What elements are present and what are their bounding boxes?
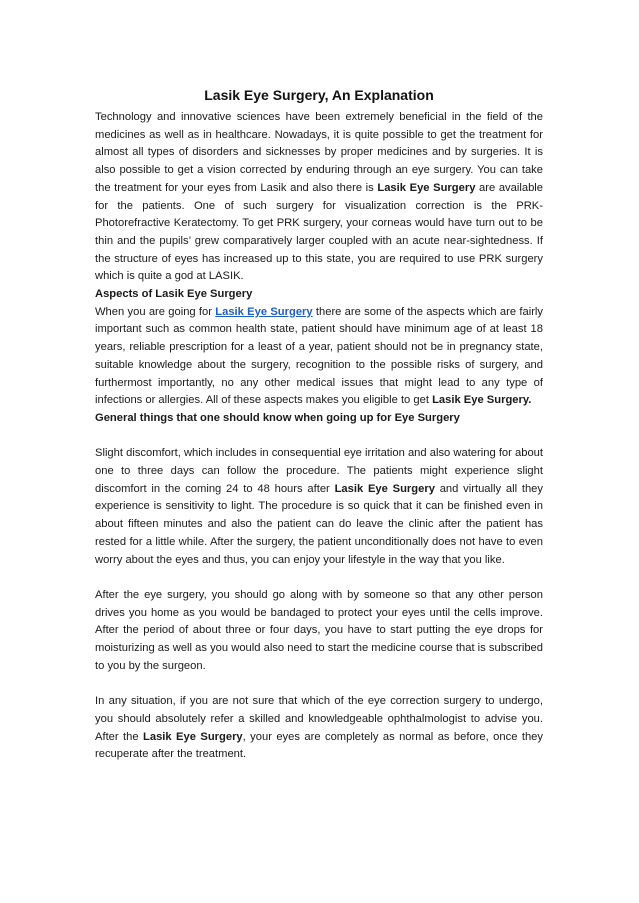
aspects-text-post: there are some of the aspects which are fairly important such as common health state, patient should have minimum age of at least 18 years, reliable prescription for a least of a year, patient should not be in pregnancy state, suitable knowledge about the surgery, recognition to the possible risks of surgery, and furthermost importantly, no any other medical issues that might lead to any type of infections or allergies. All of these aspects makes you eligible to get xyxy=(95,305,543,407)
general-p1-text-a: Slight discomfort, which includes in consequential eye irritation and also watering for about one to three days can follow the procedure. The patients might experience slight discomfort in the coming 24 to 48 hours after xyxy=(95,447,543,495)
general-heading: General things that one should know when going up for Eye Surgery xyxy=(95,411,460,424)
general-p3-bold: Lasik Eye Surgery xyxy=(143,730,243,743)
general-p1-text-b: and virtually all they experience is sensitivity to light. The procedure is so quick that it can be finished even in about fifteen minutes and also the patient can do leave the clinic after the patient has rested for a little while. After the surgery, the patient unconditionally does not have to even worry about the eyes and thus, you can enjoy your lifestyle in the way that you like. xyxy=(95,482,543,566)
intro-text-1: Technology and innovative sciences have been extremely beneficial in the field of the medicines as well as in healthcare. Nowadays, it is quite possible to get the treatment for almost all types of disorders and sicknesses by proper medicines and by surgeries. It is also possible to get a vision corrected by enduring through an eye surgery. You can take the treatment for your eyes from Lasik and also there is xyxy=(95,111,543,194)
general-paragraph-2: After the eye surgery, you should go along with by someone so that any other person drives you home as you would be bandaged to protect your eyes until the cells improve. After the period of about three or four days, you have to start putting the eye drops for moisturizing as well as you would also need to start the medicine course that is subscribed to you by the surgeon. xyxy=(95,588,543,672)
intro-bold-term: Lasik Eye Surgery xyxy=(377,181,476,194)
document-title: Lasik Eye Surgery, An Explanation xyxy=(204,87,434,103)
aspects-paragraph xyxy=(95,304,543,410)
general-paragraph-3 xyxy=(95,693,543,764)
intro-paragraph xyxy=(95,109,543,286)
general-p3-text-a: In any situation, if you are not sure that which of the eye correction surgery to undergo, you should absolutely refer a skilled and knowledgeable ophthalmologist to advise you. After the xyxy=(95,695,543,743)
aspects-bold-end: Lasik Eye Surgery. xyxy=(432,394,532,407)
lasik-eye-surgery-link[interactable]: Lasik Eye Surgery xyxy=(215,305,313,318)
general-paragraph-1 xyxy=(95,445,543,569)
aspects-heading: Aspects of Lasik Eye Surgery xyxy=(95,288,253,301)
general-p3-text-b: , your eyes are completely as normal as before, once they recuperate after the treatment. xyxy=(95,730,543,761)
intro-text-2: are available for the patients. One of such surgery for visualization correction is the PRK- Photorefractive Keratectomy. To get PRK surgery, your corneas would have turn out to be thin and the pupils’ grew comparatively larger coupled with an acute near-sightedness. If the structure of eyes has increased up to this state, you are required to use PRK surgery which is quite a god at LASIK. xyxy=(95,181,543,283)
general-p1-bold: Lasik Eye Surgery xyxy=(334,482,435,495)
document-page xyxy=(95,85,543,764)
aspects-text-pre: When you are going for xyxy=(95,305,216,318)
